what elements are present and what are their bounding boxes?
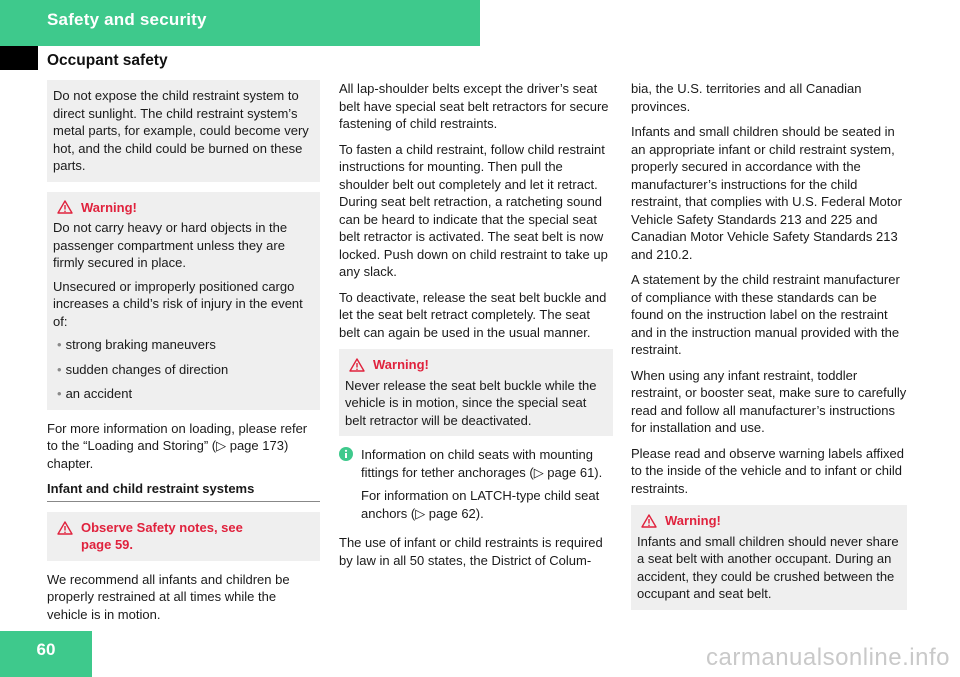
warning-box-buckle <box>339 349 613 436</box>
middle-column <box>339 80 613 577</box>
list-item <box>53 361 314 379</box>
header-tab-marker <box>0 46 38 70</box>
observe-line-1: Observe Safety notes, see <box>81 519 243 535</box>
intro-note-text: Do not expose the child restraint system to direct sunlight. The child restraint system’s metal parts, for example, could become very hot, and the child could be burned on these parts. <box>53 88 309 173</box>
info-tether-link[interactable]: Information on child seats with mounting fittings for tether anchorages (▷ page 61). <box>361 447 603 480</box>
info-body <box>361 446 613 528</box>
page-number: 60 <box>36 640 56 659</box>
paragraph: When using any infant restraint, toddler restraint, or booster seat, make sure to carefully read and follow all manufacturer’s instructions for installation and use. <box>631 367 907 435</box>
observe-safety-box <box>47 512 320 561</box>
subsection-title: Occupant safety <box>47 52 168 69</box>
warning-triangle-icon <box>641 514 657 528</box>
warning-text-1: Do not carry heavy or hard objects in the passenger compartment unless they are firmly secured in place. <box>53 220 288 270</box>
paragraph: All lap-shoulder belts except the driver’s seat belt have special seat belt retractors for secure fastening of child restraints. <box>339 81 609 131</box>
warning-heading <box>345 356 607 374</box>
warning-heading <box>637 512 901 530</box>
bullet-text: sudden changes of direction <box>65 361 229 377</box>
right-column <box>631 80 907 620</box>
recommend-text: We recommend all infants and children be properly restrained at all times while the vehicle is in motion. <box>47 571 290 622</box>
list-item <box>53 385 314 403</box>
warning-text: Never release the seat belt buckle while the vehicle is in motion, since the special seat belt retractor will be deactivated. <box>345 377 597 428</box>
warning-heading <box>53 199 314 217</box>
bullet-text: an accident <box>65 386 133 401</box>
warning-box-cargo <box>47 192 320 410</box>
list-item <box>53 336 314 354</box>
warning-text: Infants and small children should never share a seat belt with another occupant. During an accident, they could be crushed between the occupant and seat belt. <box>637 533 899 601</box>
paragraph: To fasten a child restraint, follow child restraint instructions for mounting. Then pull the shoulder belt out completely and let it retract. During seat belt retraction, a ratcheting sound can be heard to indicate that the special seat belt retractor is activated. The seat belt is now locked. Push down on child restraint to take up any slack. <box>339 141 608 279</box>
bullet-icon: • <box>57 337 62 352</box>
bullet-text: strong braking maneuvers <box>65 337 216 352</box>
info-note <box>339 446 613 528</box>
warning-box-shared-belt <box>631 505 907 610</box>
paragraph: The use of infant or child restraints is required by law in all 50 states, the District of Colum- <box>339 535 603 568</box>
info-icon <box>339 447 353 461</box>
watermark: carmanualsonline.info <box>706 644 950 671</box>
left-column <box>47 80 320 631</box>
paragraph: A statement by the child restraint manufacturer of compliance with these standards can be found on the instruction label on the restraint and in the instruction manual provided with the restraint. <box>631 272 900 357</box>
warning-title: Warning! <box>665 513 721 528</box>
intro-note-box <box>47 80 320 182</box>
warning-text-2: Unsecured or improperly positioned cargo increases a child’s risk of injury in the event of: <box>53 278 303 329</box>
warning-title: Warning! <box>81 199 137 215</box>
loading-reference[interactable]: For more information on loading, please refer to the “Loading and Storing” (▷ page 173) chapter. <box>47 420 308 471</box>
warning-triangle-icon <box>57 521 73 535</box>
paragraph: bia, the U.S. territories and all Canadian provinces. <box>631 81 862 114</box>
section-title: Safety and security <box>47 10 207 29</box>
info-latch-link[interactable]: For information on LATCH-type child seat anchors (▷ page 62). <box>361 488 600 521</box>
infant-restraint-heading: Infant and child restraint systems <box>47 480 320 502</box>
bullet-icon: • <box>57 361 62 377</box>
observe-page-link[interactable]: page 59. <box>81 537 134 552</box>
paragraph: Please read and observe warning labels affixed to the inside of the vehicle and to infant or child restraints. <box>631 445 904 496</box>
header-band <box>0 0 480 46</box>
bullet-icon: • <box>57 386 62 401</box>
warning-triangle-icon <box>349 358 365 372</box>
warning-title: Warning! <box>373 357 429 372</box>
paragraph: To deactivate, release the seat belt buckle and let the seat belt retract completely. The seat belt can again be used in the usual manner. <box>339 289 607 340</box>
paragraph: Infants and small children should be seated in an appropriate infant or child restraint system, properly secured in accordance with the manufacturer’s instructions for the child restraint, that complies with U.S. Federal Motor Vehicle Safety Standards 213 and 225 and Canadian Motor Vehicle Safety Standards 213 and 210.2. <box>631 124 902 262</box>
warning-triangle-icon <box>57 200 73 214</box>
observe-heading <box>53 519 314 554</box>
